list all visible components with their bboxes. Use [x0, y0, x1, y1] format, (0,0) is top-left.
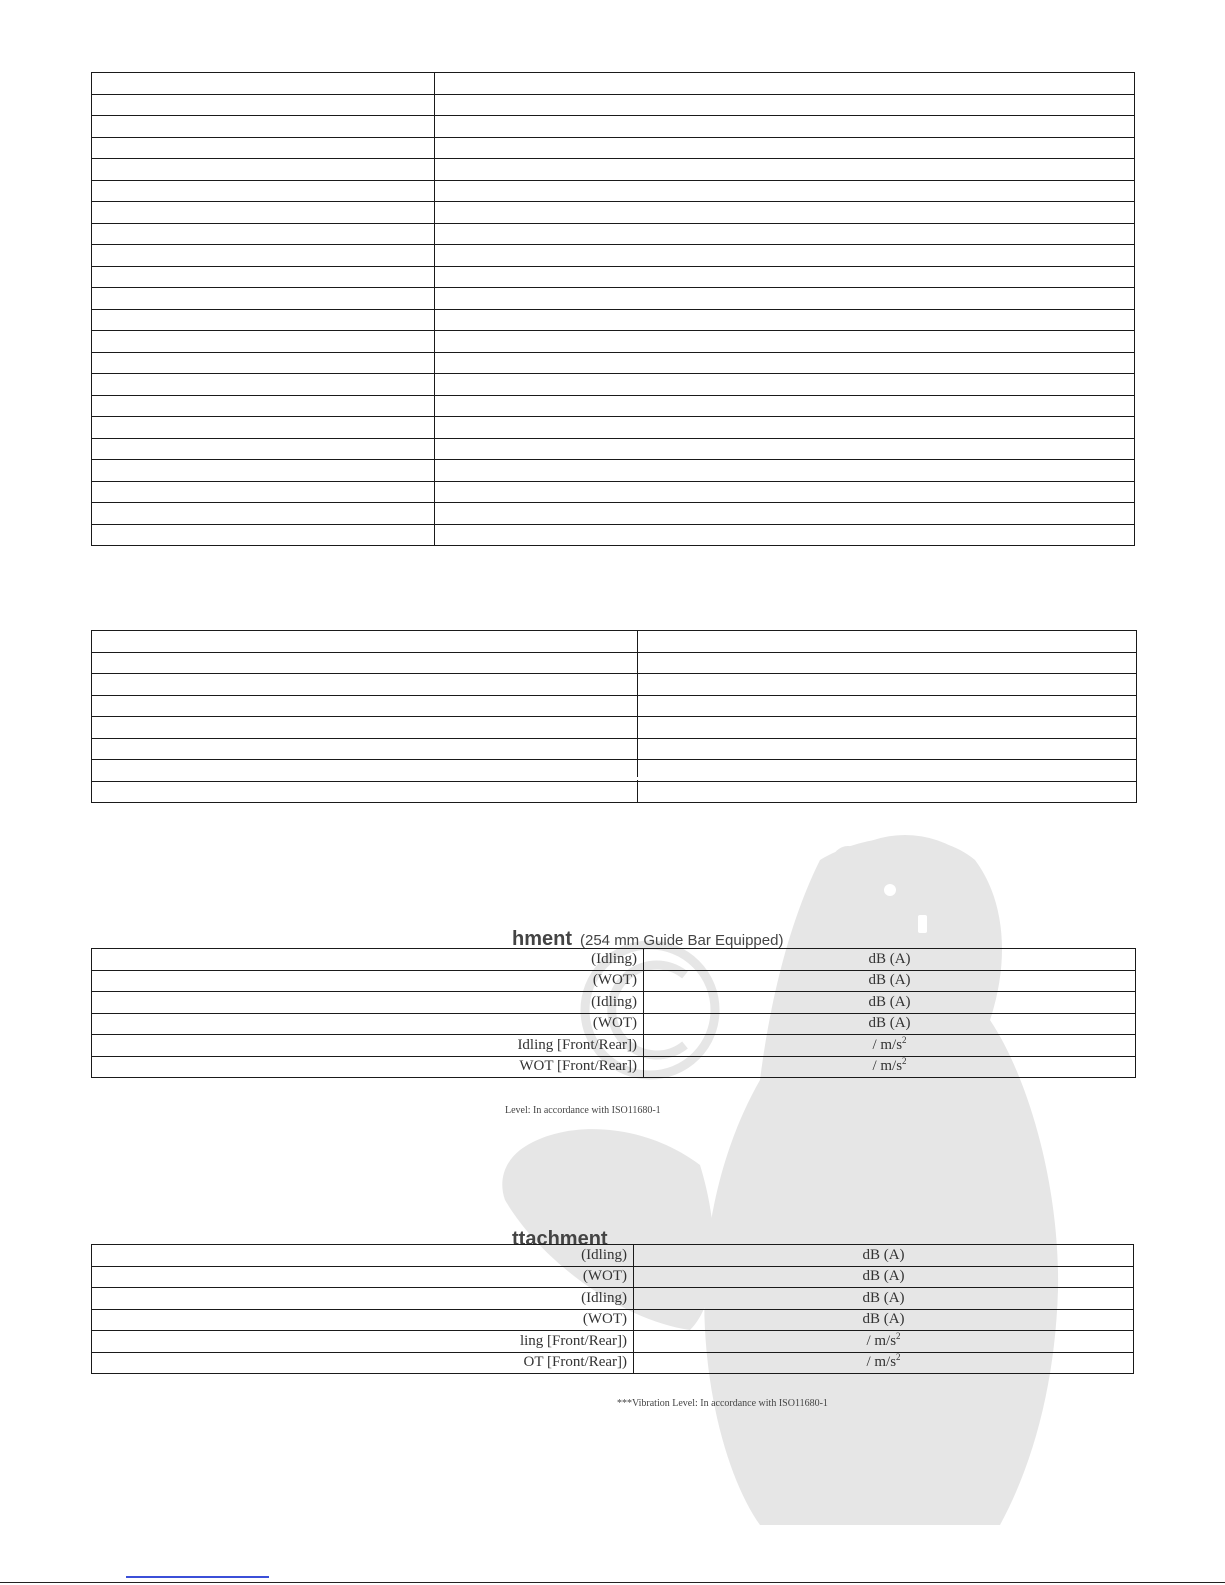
row-value: dB (A) [644, 949, 1136, 971]
table-row [92, 331, 1135, 353]
table-row [92, 970, 1136, 992]
footer-divider [0, 1582, 1225, 1583]
unit-superscript: 2 [902, 1056, 907, 1067]
table-row [92, 503, 1135, 525]
footer-link-underline[interactable] [126, 1576, 269, 1578]
unit-superscript: 2 [902, 1034, 907, 1045]
noise-vibration-table-attachment [91, 1244, 1134, 1374]
table-row [92, 202, 1135, 224]
line-gap [288, 777, 754, 780]
row-label: OT [Front/Rear]) [92, 1352, 634, 1374]
unit-superscript: 2 [896, 1352, 901, 1363]
table-row [92, 180, 1135, 202]
table-row [92, 1331, 1134, 1353]
row-value: dB (A) [644, 970, 1136, 992]
row-label: WOT [Front/Rear]) [92, 1056, 644, 1078]
row-value: dB (A) [644, 1013, 1136, 1035]
table-row [92, 1035, 1136, 1057]
table-row [92, 309, 1135, 331]
table-row [92, 94, 1135, 116]
table-row [92, 1309, 1134, 1331]
table-row [92, 1266, 1134, 1288]
table-row [92, 1288, 1134, 1310]
row-label: (Idling) [92, 1288, 634, 1310]
table-row [92, 137, 1135, 159]
row-value: / m/s [872, 1036, 903, 1053]
row-value: dB (A) [634, 1266, 1134, 1288]
table-row [92, 652, 1137, 674]
table-row [92, 266, 1135, 288]
row-value: dB (A) [644, 992, 1136, 1014]
table-footnote: ***Vibration Level: In accordance with ISO11680-1 [617, 1398, 828, 1409]
table-row [92, 524, 1135, 546]
table-row [92, 992, 1136, 1014]
row-label: (Idling) [92, 949, 644, 971]
row-label: (WOT) [92, 970, 644, 992]
table-row [92, 374, 1135, 396]
table-row [92, 245, 1135, 267]
table-row [92, 352, 1135, 374]
table-row [92, 1352, 1134, 1374]
line-gap [878, 777, 882, 780]
table-row [92, 116, 1135, 138]
table-row [92, 1013, 1136, 1035]
row-label: ling [Front/Rear]) [92, 1331, 634, 1353]
row-label: (WOT) [92, 1266, 634, 1288]
table-row [92, 1245, 1134, 1267]
unit-superscript: 2 [896, 1330, 901, 1341]
table-row [92, 223, 1135, 245]
row-value: / m/s [872, 1058, 903, 1075]
row-value-cell [634, 1331, 1134, 1353]
row-value-cell [644, 1035, 1136, 1057]
row-value: / m/s [866, 1354, 897, 1371]
table-row [92, 417, 1135, 439]
table-row [92, 73, 1135, 95]
table-row [92, 481, 1135, 503]
heading-sub: (254 mm Guide Bar Equipped) [580, 932, 784, 949]
row-value-cell [634, 1352, 1134, 1374]
table-row [92, 1056, 1136, 1078]
row-value: dB (A) [634, 1245, 1134, 1267]
table-row [92, 159, 1135, 181]
table-row [92, 631, 1137, 653]
table-row [92, 460, 1135, 482]
row-label: Idling [Front/Rear]) [92, 1035, 644, 1057]
table-row [92, 717, 1137, 739]
table-row [92, 738, 1137, 760]
heading-strong: ttachment [512, 1228, 608, 1250]
table-row [92, 949, 1136, 971]
row-value-cell [644, 1056, 1136, 1078]
row-value: / m/s [866, 1332, 897, 1349]
table-row [92, 674, 1137, 696]
row-label: (Idling) [92, 1245, 634, 1267]
table-row [92, 288, 1135, 310]
table-row [92, 695, 1137, 717]
noise-vibration-table-guide-bar [91, 948, 1136, 1078]
table-row [92, 438, 1135, 460]
row-label: (WOT) [92, 1013, 644, 1035]
row-value: dB (A) [634, 1309, 1134, 1331]
row-value: dB (A) [634, 1288, 1134, 1310]
table-row [92, 395, 1135, 417]
spec-grid-top [91, 72, 1135, 546]
table-footnote: Level: In accordance with ISO11680-1 [505, 1105, 661, 1116]
table-row [92, 781, 1137, 803]
row-label: (WOT) [92, 1309, 634, 1331]
row-label: (Idling) [92, 992, 644, 1014]
heading-strong: hment [512, 928, 572, 950]
